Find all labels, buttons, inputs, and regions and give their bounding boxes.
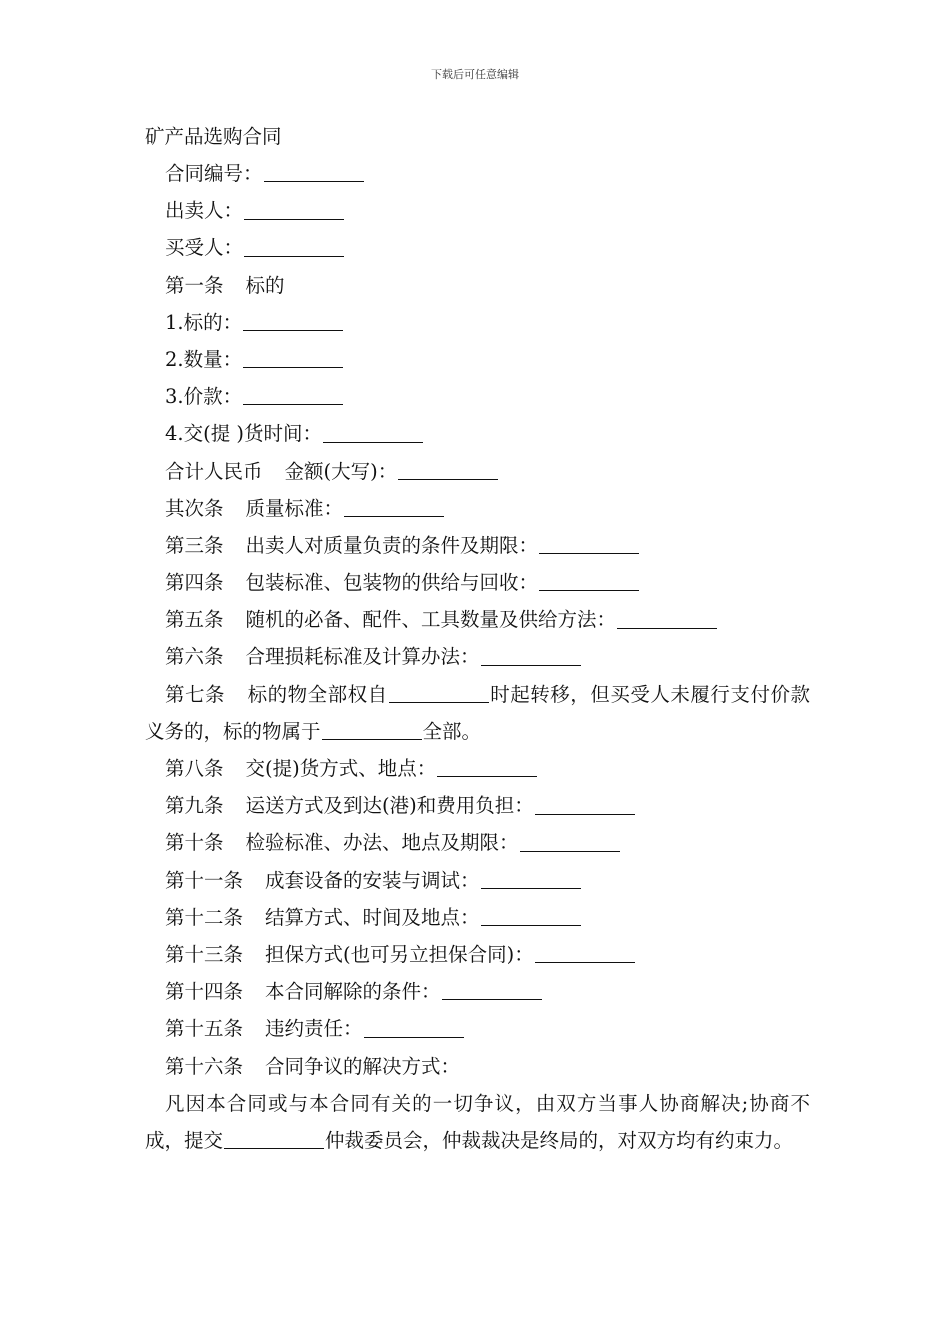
article-text: 本合同解除的条件： (265, 980, 441, 1004)
item-subject (145, 304, 810, 341)
buyer-label: 买受人： (165, 236, 244, 260)
amount-label: 金额(大写)： (284, 459, 398, 483)
article-number: 第十四条 (165, 980, 244, 1004)
article-14 (145, 973, 810, 1010)
article-number: 第八条 (165, 757, 224, 781)
contract-number-line (145, 155, 810, 192)
article-text: 标的 (245, 273, 285, 297)
article-blank (437, 759, 537, 778)
seller-line (145, 192, 810, 229)
article-number: 第十六条 (165, 1054, 244, 1078)
article-blank (539, 536, 639, 555)
article-blank (481, 870, 581, 889)
article-15 (145, 1010, 810, 1047)
article-6 (145, 638, 810, 675)
article-3 (145, 527, 810, 564)
article-text: 时起转移，但买受人未履行支付价款义务的，标的物属于 (145, 682, 810, 743)
article-text: 交(提)货方式、地点： (245, 757, 437, 781)
item-label: 4.交(提 )货时间： (165, 422, 323, 446)
article-text: 结算方式、时间及地点： (265, 905, 480, 929)
contract-document (145, 118, 810, 1159)
document-title: 矿产品选购合同 (145, 125, 282, 148)
article-13 (145, 936, 810, 973)
article-blank (617, 610, 717, 629)
article-blank (481, 647, 581, 666)
article-number: 第六条 (165, 645, 224, 669)
arbitration-blank (224, 1131, 324, 1150)
article-number: 第七条 (165, 682, 226, 706)
article-blank (535, 945, 635, 964)
article-text: 质量标准： (245, 496, 344, 520)
article-blank (364, 1019, 464, 1038)
article-blank (520, 833, 620, 852)
item-label: 3.价款： (165, 385, 243, 409)
article-blank (344, 498, 444, 517)
article-4 (145, 564, 810, 601)
article-number: 第四条 (165, 571, 224, 595)
article-blank (322, 722, 422, 741)
article-number: 第十三条 (165, 942, 244, 966)
dispute-text: 凡因本合同或与本合同有关的一切争议，由双方当事人协商解决;协商不成，提交 (145, 1091, 810, 1152)
article-8 (145, 750, 810, 787)
dispute-text: 仲裁委员会，仲裁裁决是终局的，对双方均有约束力。 (325, 1128, 794, 1152)
article-number: 第十五条 (165, 1017, 244, 1041)
article-9 (145, 787, 810, 824)
article-12 (145, 899, 810, 936)
article-text: 运送方式及到达(港)和费用负担： (245, 794, 534, 818)
buyer-line (145, 229, 810, 266)
contract-number-label: 合同编号： (165, 162, 263, 185)
item-delivery-time (145, 415, 810, 452)
article-number: 其次条 (165, 496, 224, 520)
article-blank (539, 573, 639, 592)
item-blank (243, 350, 343, 369)
article-blank (481, 908, 581, 927)
article-blank (535, 796, 635, 815)
article-blank (389, 684, 489, 703)
article-number: 第三条 (165, 533, 224, 557)
item-label: 2.数量： (165, 347, 243, 371)
article-text: 检验标准、办法、地点及期限： (245, 831, 519, 855)
article-text: 合理损耗标准及计算办法： (245, 645, 480, 669)
article-1-heading (145, 267, 810, 304)
article-2 (145, 490, 810, 527)
article-16 (145, 1048, 810, 1085)
item-label: 1.标的： (165, 310, 243, 334)
item-price (145, 378, 810, 415)
article-text: 合同争议的解决方式： (265, 1054, 461, 1078)
article-text: 随机的必备、配件、工具数量及供给方法： (245, 608, 617, 632)
dispute-clause (145, 1085, 810, 1159)
article-11 (145, 862, 810, 899)
article-text: 全部。 (422, 719, 482, 743)
total-label: 合计人民币 (165, 459, 263, 483)
article-text: 违约责任： (265, 1017, 363, 1041)
article-number: 第五条 (165, 608, 224, 632)
article-text: 标的物全部权自 (247, 682, 388, 706)
article-text: 担保方式(也可另立担保合同)： (265, 942, 534, 966)
article-number: 第十二条 (165, 905, 244, 929)
article-number: 第一条 (165, 273, 224, 297)
header-note: 下载后可任意编辑 (431, 68, 519, 81)
contract-number-blank (264, 164, 364, 183)
buyer-blank (244, 238, 344, 257)
item-quantity (145, 341, 810, 378)
seller-blank (244, 201, 344, 220)
seller-label: 出卖人： (165, 199, 244, 223)
article-text: 包装标准、包装物的供给与回收： (245, 571, 539, 595)
item-blank (323, 424, 423, 443)
article-number: 第十条 (165, 831, 224, 855)
item-blank (243, 387, 343, 406)
amount-blank (398, 461, 498, 480)
article-7 (145, 676, 810, 750)
article-number: 第十一条 (165, 868, 244, 892)
total-amount-line (145, 453, 810, 490)
article-5 (145, 601, 810, 638)
article-text: 成套设备的安装与调试： (265, 868, 480, 892)
item-blank (243, 313, 343, 332)
article-10 (145, 824, 810, 861)
article-blank (442, 982, 542, 1001)
article-number: 第九条 (165, 794, 224, 818)
article-text: 出卖人对质量负责的条件及期限： (245, 533, 539, 557)
